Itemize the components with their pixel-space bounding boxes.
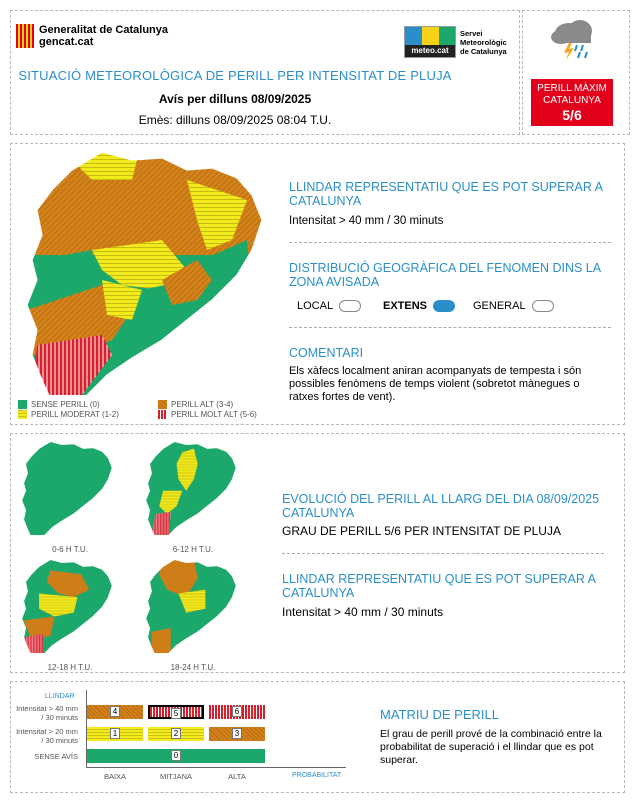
evolution-title: EVOLUCIÓ DEL PERILL AL LLARG DEL DIA 08/09/2025 CATALUNYA <box>282 492 600 520</box>
legend-moderate: PERILL MODERAT (1-2) <box>18 410 119 419</box>
matrix-col-mitjana: MITJANA <box>159 772 193 781</box>
period-label-2: 6-12 H T.U. <box>172 545 214 554</box>
issued-date: Emès: dilluns 08/09/2025 08:04 T.U. <box>138 113 332 127</box>
divider <box>289 242 611 243</box>
matrix-cell-6: 6 <box>209 705 265 719</box>
matrix-row-label-1: Intensitat > 40 mm / 30 minuts <box>16 704 78 722</box>
evolution-threshold-title: LLINDAR REPRESENTATIU QUE ES POT SUPERAR A CATALUNYA <box>282 572 596 600</box>
divider <box>289 327 611 328</box>
legend-high: PERILL ALT (3-4) <box>158 400 233 409</box>
matrix-row-label-2: Intensitat > 20 mm / 30 minuts <box>16 727 78 745</box>
meteocat-name-2: Meteorològic <box>460 37 507 47</box>
period-label-3: 12-18 H T.U. <box>47 663 93 672</box>
threshold-title: LLINDAR REPRESENTATIU QUE ES POT SUPERAR A CATALUNYA <box>289 180 603 208</box>
warning-day: Avís per dilluns 08/09/2025 <box>158 92 312 106</box>
matrix-cell-5: 5 <box>148 705 204 719</box>
gencat-logo <box>16 24 168 48</box>
matrix-cell-1: 1 <box>87 727 143 741</box>
divider <box>282 553 604 554</box>
comments-text: Els xàfecs localment aniran acompanyats de tempesta i són possibles fenòmens de temps violent (sobretot mànegues o ratxes fortes de vent). <box>289 365 582 403</box>
matrix-llindar-label: LLINDAR <box>45 693 75 700</box>
meteocat-name-3: de Catalunya <box>460 46 507 56</box>
storm-rain-icon <box>547 17 599 61</box>
matrix-cell-4: 4 <box>87 705 143 719</box>
option-general: GENERAL <box>473 300 563 312</box>
max-danger-value: 5/6 <box>562 107 582 123</box>
max-danger-label-2: CATALUNYA <box>543 95 601 106</box>
map-period-6-12 <box>140 434 240 538</box>
distribution-options <box>297 300 563 312</box>
matrix-col-baixa: BAIXA <box>103 772 127 781</box>
option-local: LOCAL <box>297 300 383 312</box>
general-indicator <box>532 300 554 312</box>
map-period-18-24 <box>140 552 240 656</box>
local-indicator <box>339 300 361 312</box>
matrix-cell-2: 2 <box>148 727 204 741</box>
senyera-icon <box>16 24 34 48</box>
evolution-text: GRAU DE PERILL 5/6 PER INTENSITAT DE PLUJA <box>282 524 561 538</box>
max-danger-badge <box>531 79 613 126</box>
threshold-text: Intensitat > 40 mm / 30 minuts <box>289 215 444 227</box>
evolution-threshold-text: Intensitat > 40 mm / 30 minuts <box>282 605 444 619</box>
matrix-cell-3: 3 <box>209 727 265 741</box>
extens-indicator <box>433 300 455 312</box>
legend-very-high: PERILL MOLT ALT (5-6) <box>158 410 257 419</box>
gencat-name: Generalitat de Catalunya <box>39 24 168 36</box>
meteocat-badge: meteo.cat <box>405 45 455 57</box>
matrix-prob-label: PROBABILITAT <box>292 772 342 779</box>
matrix-row-label-3: SENSE AVÍS <box>34 752 78 761</box>
catalonia-danger-map <box>12 140 272 395</box>
map-period-12-18 <box>16 552 116 656</box>
matrix-col-alta: ALTA <box>228 772 246 781</box>
matrix-cell-0: 0 <box>87 749 265 763</box>
max-danger-label-1: PERILL MÀXIM <box>537 83 607 94</box>
period-label-1: 0-6 H T.U. <box>52 545 88 554</box>
meteocat-logo <box>404 26 507 58</box>
period-label-4: 18-24 H T.U. <box>170 663 216 672</box>
matrix-x-axis <box>86 767 346 768</box>
matrix-text: El grau de perill prové de la combinació entre la probabilitat de superació i el llindar que es pot superar. <box>380 728 602 766</box>
comments-title: COMENTARI <box>289 346 364 360</box>
meteocat-name-1: Servei <box>460 28 483 38</box>
matrix-title: MATRIU DE PERILL <box>380 707 499 722</box>
map-period-0-6 <box>16 434 116 538</box>
page-title: SITUACIÓ METEOROLÒGICA DE PERILL PER INTENSITAT DE PLUJA <box>18 68 452 83</box>
option-extens: EXTENS <box>383 300 473 312</box>
distribution-title: DISTRIBUCIÓ GEOGRÀFICA DEL FENOMEN DINS LA ZONA AVISADA <box>289 261 601 289</box>
gencat-url: gencat.cat <box>39 36 94 48</box>
legend-no-danger: SENSE PERILL (0) <box>18 400 100 409</box>
